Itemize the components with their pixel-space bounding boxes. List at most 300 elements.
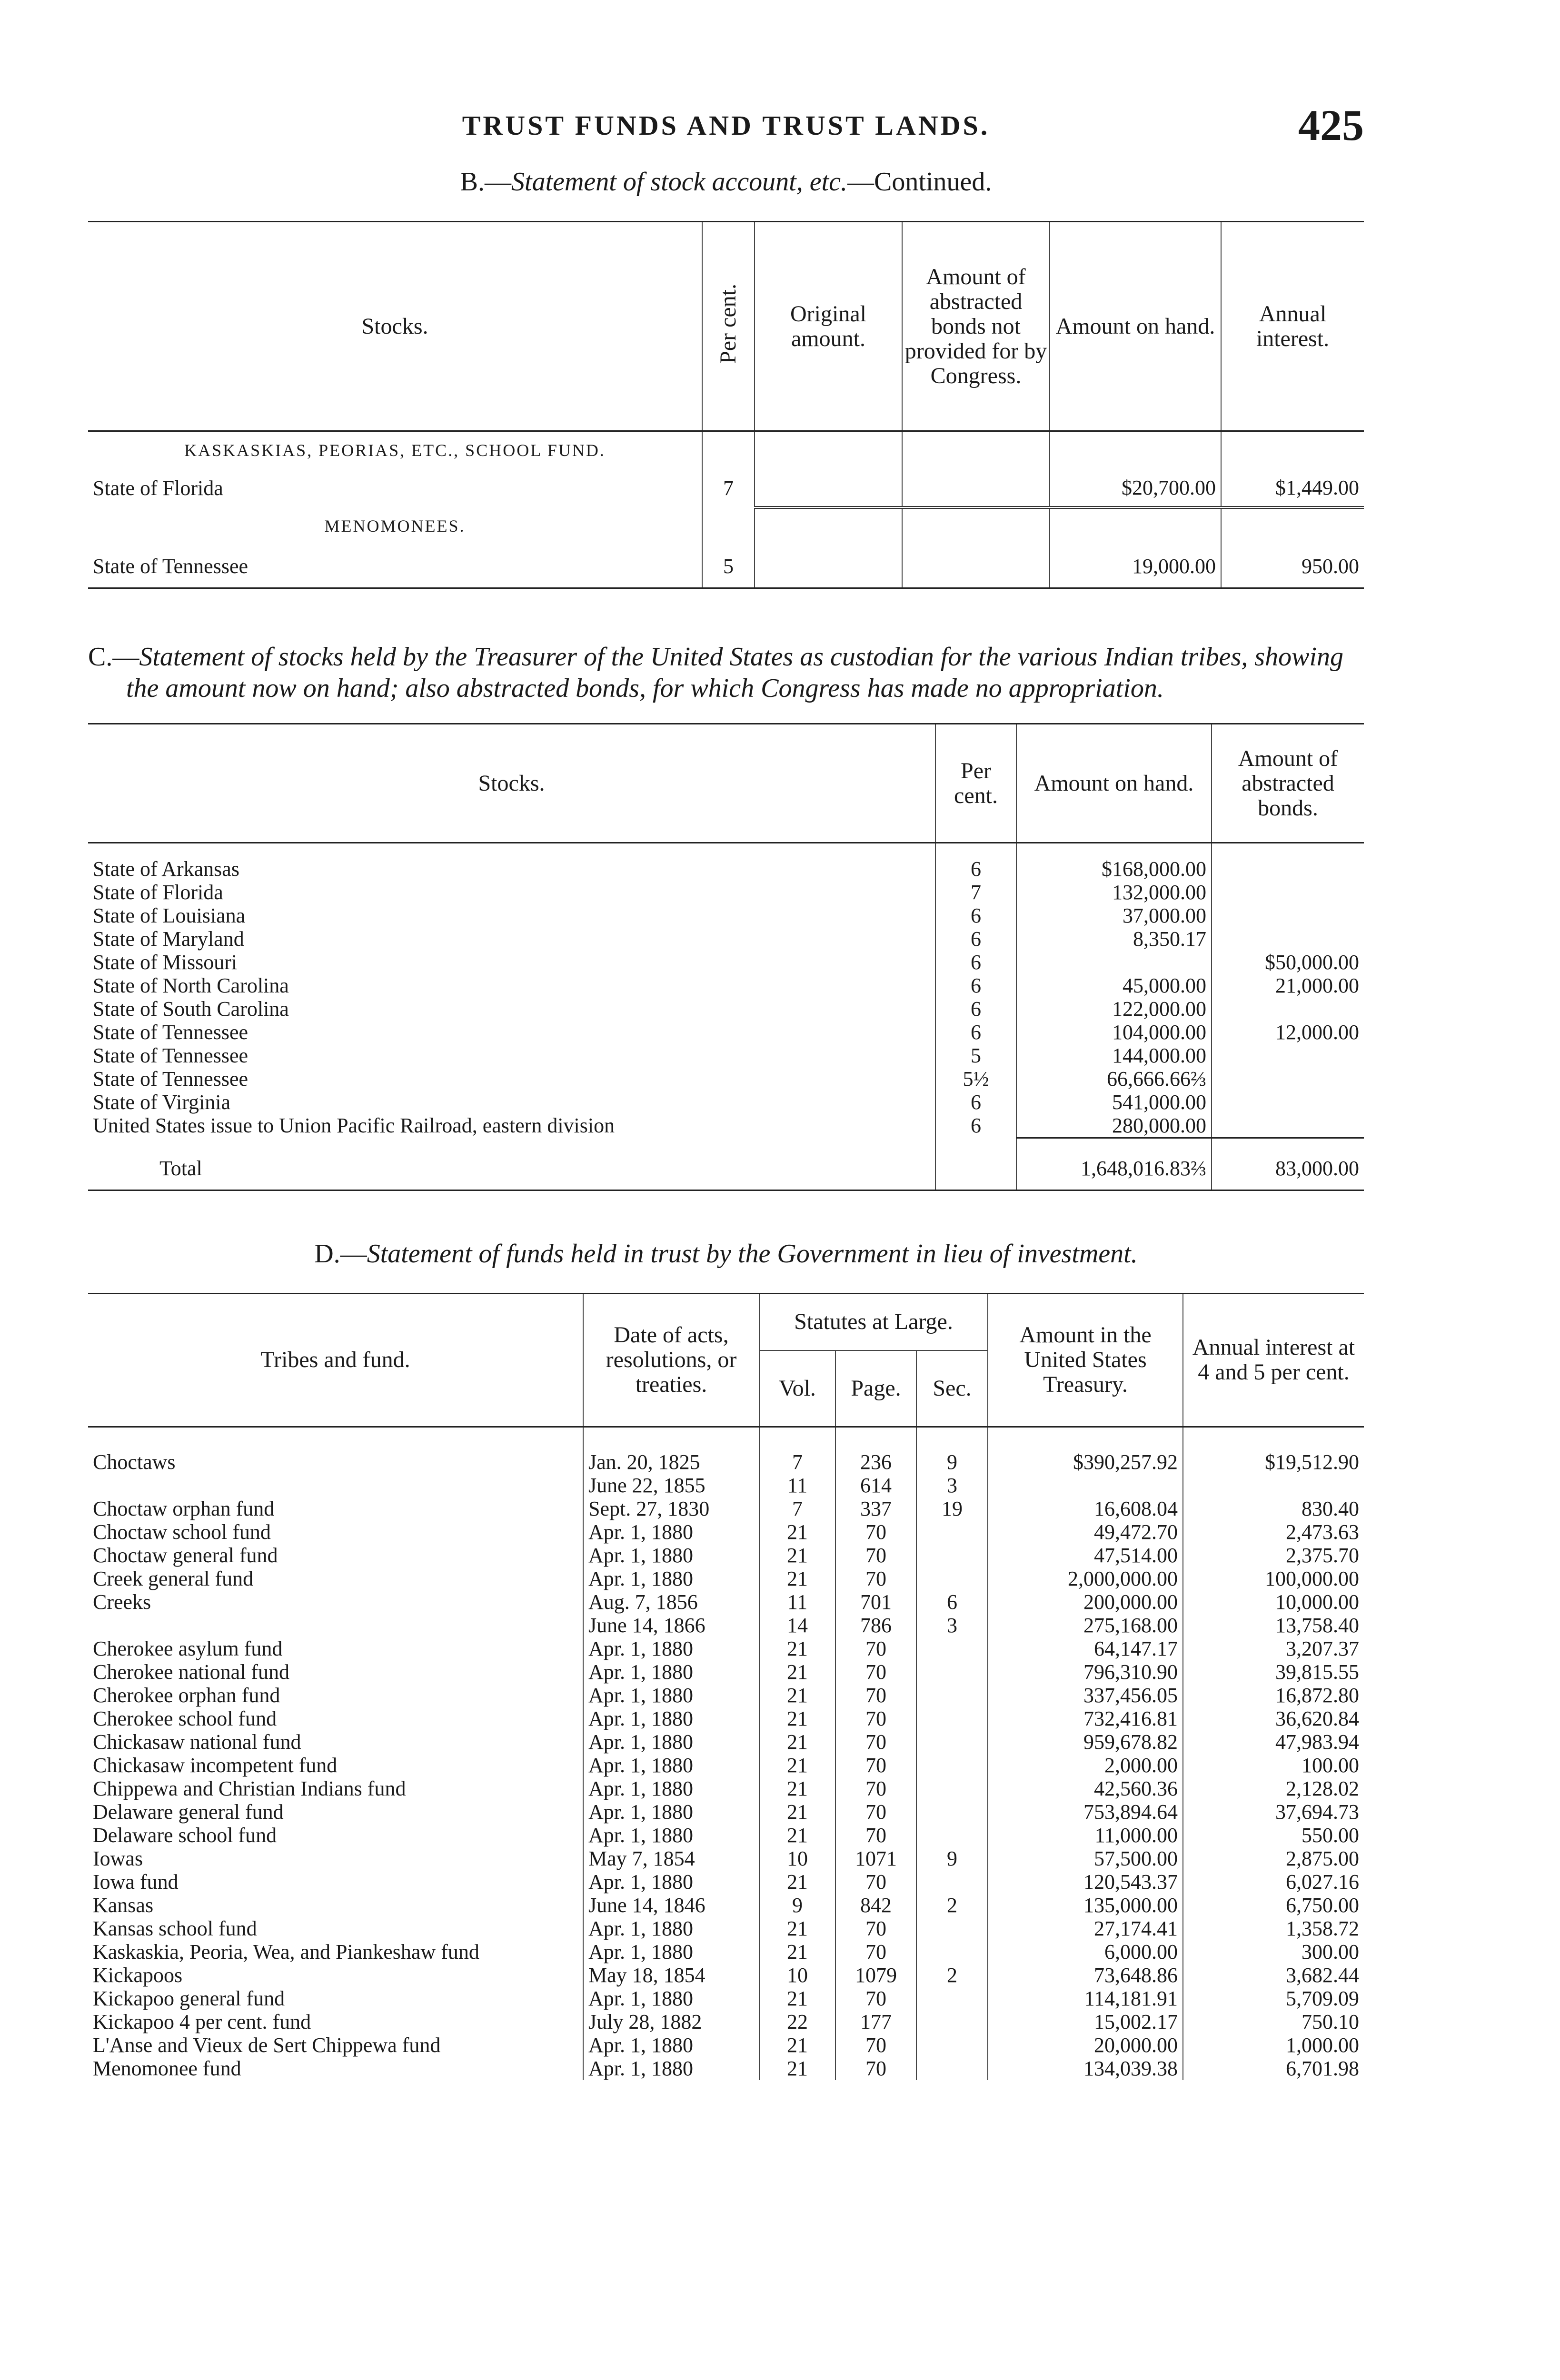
col-on-hand: Amount on hand. [1016,724,1212,843]
interest-cell: 3,207.37 [1183,1637,1364,1660]
interest-cell: 2,473.63 [1183,1520,1364,1544]
amount-cell: 120,543.37 [988,1870,1183,1894]
per-cent-cell: 6 [935,904,1016,927]
table-row [88,881,1364,904]
date-cell: Apr. 1, 1880 [583,1917,759,1940]
per-cent-cell: 6 [935,951,1016,974]
on-hand-cell: 144,000.00 [1016,1044,1212,1067]
on-hand-cell: 122,000.00 [1016,997,1212,1021]
interest-cell: 47,983.94 [1183,1730,1364,1754]
page-cell: 70 [835,1917,916,1940]
sec-cell: 19 [916,1497,988,1520]
on-hand-cell: $20,700.00 [1050,469,1221,507]
original-cell [755,469,902,507]
fund-cell: Choctaw orphan fund [93,1497,275,1520]
col-statutes: Statutes at Large. [759,1293,988,1350]
date-cell: Apr. 1, 1880 [583,1940,759,1964]
interest-cell: $19,512.90 [1183,1450,1364,1474]
vol-cell: 21 [759,1730,835,1754]
sec-cell: 3 [916,1614,988,1637]
vol-cell: 11 [759,1590,835,1614]
abstracted-cell [902,545,1050,588]
col-per-cent-label: Per cent. [715,284,741,364]
sec-cell: 3 [916,1474,988,1497]
stock-cell: State of Maryland [93,927,244,951]
section-c-prefix: C.— [88,642,139,672]
date-cell: June 14, 1866 [583,1614,759,1637]
interest-cell: 100.00 [1183,1754,1364,1777]
page-cell: 70 [835,1824,916,1847]
on-hand-cell [1016,951,1212,974]
table-row [88,1590,1364,1614]
amount-cell: 796,310.90 [988,1660,1183,1684]
date-cell: Apr. 1, 1880 [583,1660,759,1684]
date-cell: Jan. 20, 1825 [583,1450,759,1474]
fund-cell [88,1614,583,1637]
page-cell: 70 [835,1987,916,2010]
abstracted-cell: 12,000.00 [1212,1021,1364,1044]
section-c-body [88,857,1364,1191]
section-b-table [88,221,1364,589]
interest-cell: 3,682.44 [1183,1964,1364,1987]
interest-cell: 2,875.00 [1183,1847,1364,1870]
stock-cell: State of Virginia [93,1090,231,1114]
page-title: TRUST FUNDS AND TRUST LANDS. [462,110,990,141]
table-row [88,1987,1364,2010]
col-vol: Vol. [759,1350,835,1427]
fund-cell: Iowas [93,1847,143,1870]
stock-cell: United States issue to Union Pacific Railroad, eastern division [93,1114,615,1138]
table-row [88,1917,1364,1940]
section-b-prefix: B.— [460,167,512,197]
vol-cell: 21 [759,1637,835,1660]
group-label: KASKASKIAS, PEORIAS, ETC., SCHOOL FUND. [184,440,606,460]
fund-cell: Delaware general fund [93,1800,284,1824]
table-row [88,1777,1364,1800]
interest-cell: 2,375.70 [1183,1544,1364,1567]
per-cent-cell: 6 [935,927,1016,951]
table-row [88,1707,1364,1730]
sec-cell [916,1730,988,1754]
page-cell: 70 [835,2057,916,2080]
date-cell: Apr. 1, 1880 [583,1707,759,1730]
interest-cell: 1,000.00 [1183,2033,1364,2057]
table-row [88,951,1364,974]
amount-cell: 16,608.04 [988,1497,1183,1520]
amount-cell: 15,002.17 [988,2010,1183,2033]
table-row [88,1091,1364,1114]
on-hand-cell: 104,000.00 [1016,1021,1212,1044]
per-cent-cell: 5 [702,545,755,588]
col-stocks: Stocks. [478,770,545,796]
vol-cell: 21 [759,1800,835,1824]
page-cell: 236 [835,1450,916,1474]
page-cell: 70 [835,1660,916,1684]
sec-cell [916,1870,988,1894]
date-cell: Apr. 1, 1880 [583,1730,759,1754]
per-cent-cell: 6 [935,857,1016,881]
fund-cell: Kickapoo 4 per cent. fund [93,2010,311,2033]
group-label: MENOMONEES. [324,516,466,536]
col-per-cent: Per cent. [935,724,1016,843]
col-per-cent [702,222,755,431]
fund-cell: Cherokee school fund [93,1707,277,1730]
page-cell: 70 [835,1730,916,1754]
table-row [88,1754,1364,1777]
section-b-suffix: —Continued. [847,167,992,197]
stock-cell: State of Missouri [93,950,238,974]
on-hand-cell: 66,666.66⅔ [1016,1067,1212,1091]
table-row [88,1964,1364,1987]
amount-cell: 959,678.82 [988,1730,1183,1754]
sec-cell [916,1800,988,1824]
table-row [88,1474,1364,1497]
vol-cell: 9 [759,1894,835,1917]
total-label: Total [159,1156,202,1180]
sec-cell [916,1684,988,1707]
per-cent-cell: 7 [935,881,1016,904]
amount-cell: 73,648.86 [988,1964,1183,1987]
interest-cell: 6,750.00 [1183,1894,1364,1917]
amount-cell: 49,472.70 [988,1520,1183,1544]
fund-cell: Kaskaskia, Peoria, Wea, and Piankeshaw fund [93,1940,479,1964]
table-row [88,1520,1364,1544]
section-c-italic: Statement of stocks held by the Treasurer of the United States as custodian for the various Indian tribes, showing the amount now on hand; also abstracted bonds, for which Congress has made no appropriation. [126,642,1344,703]
page-cell: 70 [835,1520,916,1544]
abstracted-cell [1212,881,1364,904]
date-cell: Apr. 1, 1880 [583,1800,759,1824]
interest-cell [1183,1474,1364,1497]
page-cell: 70 [835,1637,916,1660]
amount-cell: 57,500.00 [988,1847,1183,1870]
on-hand-cell: $168,000.00 [1016,857,1212,881]
col-sec: Sec. [916,1350,988,1427]
vol-cell: 21 [759,1660,835,1684]
date-cell: Apr. 1, 1880 [583,2033,759,2057]
col-page: Page. [835,1350,916,1427]
fund-cell: Kickapoos [93,1964,183,1987]
vol-cell: 22 [759,2010,835,2033]
stock-cell: State of South Carolina [93,997,289,1021]
sec-cell [916,1660,988,1684]
date-cell: Apr. 1, 1880 [583,2057,759,2080]
vol-cell: 21 [759,1754,835,1777]
table-row [88,904,1364,927]
interest-cell: 300.00 [1183,1940,1364,1964]
fund-cell: Chippewa and Christian Indians fund [93,1777,406,1800]
fund-cell: Kansas [93,1894,154,1917]
total-abstracted: 83,000.00 [1212,1147,1364,1190]
document-page [88,95,1364,2080]
amount-cell: 11,000.00 [988,1824,1183,1847]
date-cell: June 22, 1855 [583,1474,759,1497]
interest-cell: 550.00 [1183,1824,1364,1847]
amount-cell: $390,257.92 [988,1450,1183,1474]
interest-cell: 6,027.16 [1183,1870,1364,1894]
page-cell: 701 [835,1590,916,1614]
section-d-table [88,1293,1364,2081]
table-row [88,1044,1364,1067]
table-row [88,1730,1364,1754]
vol-cell: 21 [759,1940,835,1964]
abstracted-cell [902,469,1050,507]
abstracted-cell: $50,000.00 [1212,951,1364,974]
page-cell: 70 [835,1544,916,1567]
sec-cell: 6 [916,1590,988,1614]
per-cent-cell: 6 [935,1091,1016,1114]
fund-cell: Choctaws [93,1450,176,1474]
per-cent-cell: 5½ [935,1067,1016,1091]
sec-cell [916,1707,988,1730]
vol-cell: 10 [759,1964,835,1987]
fund-cell: Cherokee orphan fund [93,1684,280,1707]
fund-cell: Delaware school fund [93,1824,277,1847]
interest-cell: 37,694.73 [1183,1800,1364,1824]
section-c-table [88,723,1364,857]
per-cent-cell: 6 [935,997,1016,1021]
per-cent-cell: 5 [935,1044,1016,1067]
abstracted-cell [1212,1044,1364,1067]
stock-cell: State of Tennessee [93,1067,248,1091]
amount-cell: 753,894.64 [988,1800,1183,1824]
stock-cell: State of Louisiana [93,903,246,927]
table-row [88,1544,1364,1567]
sec-cell [916,1824,988,1847]
vol-cell: 21 [759,1707,835,1730]
sec-cell: 9 [916,1847,988,1870]
sec-cell [916,1987,988,2010]
date-cell: Apr. 1, 1880 [583,1987,759,2010]
table-row [88,1114,1364,1138]
fund-cell: Iowa fund [93,1870,179,1894]
sec-cell: 9 [916,1450,988,1474]
date-cell: Apr. 1, 1880 [583,1824,759,1847]
page-cell: 177 [835,2010,916,2033]
vol-cell: 21 [759,2033,835,2057]
sec-cell [916,1567,988,1590]
sec-cell: 2 [916,1894,988,1917]
amount-cell: 337,456.05 [988,1684,1183,1707]
table-row [88,1824,1364,1847]
amount-cell [988,1474,1183,1497]
table-row [88,1870,1364,1894]
abstracted-cell [1212,904,1364,927]
vol-cell: 14 [759,1614,835,1637]
table-row: State of Florida [93,476,223,500]
abstracted-cell [1212,1091,1364,1114]
per-cent-cell: 6 [935,1114,1016,1138]
page-cell: 70 [835,1940,916,1964]
on-hand-cell: 541,000.00 [1016,1091,1212,1114]
sec-cell [916,2057,988,2080]
amount-cell: 64,147.17 [988,1637,1183,1660]
fund-cell: Cherokee national fund [93,1660,289,1684]
fund-cell: Creeks [93,1590,151,1614]
table-row [88,1021,1364,1044]
interest-cell: 36,620.84 [1183,1707,1364,1730]
table-row [88,974,1364,997]
interest-cell: 5,709.09 [1183,1987,1364,2010]
col-stocks: Stocks. [361,313,428,339]
interest-cell: 950.00 [1221,545,1364,588]
total-on-hand: 1,648,016.83⅔ [1016,1147,1212,1190]
table-row [88,1894,1364,1917]
vol-cell: 7 [759,1450,835,1474]
page-cell: 614 [835,1474,916,1497]
table-row [88,857,1364,881]
vol-cell: 21 [759,1824,835,1847]
date-cell: Apr. 1, 1880 [583,1637,759,1660]
page-cell: 70 [835,1567,916,1590]
stock-cell: State of Florida [93,880,223,904]
vol-cell: 21 [759,1544,835,1567]
col-tribes: Tribes and fund. [260,1347,410,1372]
on-hand-cell: 45,000.00 [1016,974,1212,997]
table-row [88,1497,1364,1520]
interest-cell: $1,449.00 [1221,469,1364,507]
col-abstracted: Amount of abstracted bonds. [1212,724,1364,843]
date-cell: Apr. 1, 1880 [583,1544,759,1567]
per-cent-cell: 6 [935,974,1016,997]
table-row [88,927,1364,951]
page-cell: 1071 [835,1847,916,1870]
fund-cell: Chickasaw incompetent fund [93,1754,338,1777]
sec-cell [916,2033,988,2057]
abstracted-cell [1212,1114,1364,1138]
interest-cell: 1,358.72 [1183,1917,1364,1940]
col-amount: Amount in the United States Treasury. [988,1293,1183,1427]
col-abstracted: Amount of abstracted bonds not provided for by Congress. [902,222,1050,431]
table-row [88,1637,1364,1660]
on-hand-cell: 280,000.00 [1016,1114,1212,1138]
date-cell: Apr. 1, 1880 [583,1520,759,1544]
date-cell: July 28, 1882 [583,2010,759,2033]
vol-cell: 21 [759,1870,835,1894]
vol-cell: 21 [759,1917,835,1940]
table-row [88,1800,1364,1824]
interest-cell: 830.40 [1183,1497,1364,1520]
original-cell [755,545,902,588]
table-row [88,997,1364,1021]
on-hand-cell: 37,000.00 [1016,904,1212,927]
per-cent-cell: 7 [702,469,755,507]
page-cell: 786 [835,1614,916,1637]
fund-cell: Menomonee fund [93,2057,241,2080]
abstracted-cell [1212,857,1364,881]
amount-cell: 20,000.00 [988,2033,1183,2057]
interest-cell: 100,000.00 [1183,1567,1364,1590]
amount-cell: 200,000.00 [988,1590,1183,1614]
page-number: 425 [1298,101,1364,149]
date-cell: Apr. 1, 1880 [583,1567,759,1590]
amount-cell: 135,000.00 [988,1894,1183,1917]
date-cell: Apr. 1, 1880 [583,1684,759,1707]
sec-cell [916,2010,988,2033]
interest-cell: 39,815.55 [1183,1660,1364,1684]
date-cell: Apr. 1, 1880 [583,1777,759,1800]
on-hand-cell: 19,000.00 [1050,545,1221,588]
interest-cell: 2,128.02 [1183,1777,1364,1800]
date-cell: Sept. 27, 1830 [583,1497,759,1520]
table-row [88,1614,1364,1637]
page-cell: 70 [835,1870,916,1894]
fund-cell: Choctaw school fund [93,1520,271,1544]
fund-cell: Kansas school fund [93,1917,257,1940]
page-cell: 337 [835,1497,916,1520]
sec-cell [916,1754,988,1777]
date-cell: Apr. 1, 1880 [583,1870,759,1894]
page-cell: 70 [835,1707,916,1730]
interest-cell: 13,758.40 [1183,1614,1364,1637]
on-hand-cell: 8,350.17 [1016,927,1212,951]
vol-cell: 7 [759,1497,835,1520]
stock-cell: State of Tennessee [93,1020,248,1044]
date-cell: May 7, 1854 [583,1847,759,1870]
page-cell: 70 [835,2033,916,2057]
fund-cell: Creek general fund [93,1567,254,1590]
amount-cell: 42,560.36 [988,1777,1183,1800]
table-row [88,1847,1364,1870]
table-row [88,1940,1364,1964]
section-d-caption [88,1239,1364,1269]
sec-cell [916,1777,988,1800]
amount-cell: 2,000.00 [988,1754,1183,1777]
vol-cell: 21 [759,1520,835,1544]
fund-cell: Cherokee asylum fund [93,1637,283,1660]
col-interest: Annual interest at 4 and 5 per cent. [1183,1293,1364,1427]
section-b-caption [88,167,1364,197]
section-c-caption [88,641,1364,704]
table-row [88,1660,1364,1684]
on-hand-cell: 132,000.00 [1016,881,1212,904]
table-row [88,2057,1364,2080]
vol-cell: 10 [759,1847,835,1870]
vol-cell: 21 [759,1777,835,1800]
abstracted-cell: 21,000.00 [1212,974,1364,997]
sec-cell [916,1520,988,1544]
abstracted-cell [1212,997,1364,1021]
fund-cell: Chickasaw national fund [93,1730,301,1754]
amount-cell: 47,514.00 [988,1544,1183,1567]
stock-cell: State of Tennessee [93,1043,248,1067]
vol-cell: 21 [759,1567,835,1590]
vol-cell: 11 [759,1474,835,1497]
abstracted-cell [1212,927,1364,951]
date-cell: Apr. 1, 1880 [583,1754,759,1777]
amount-cell: 275,168.00 [988,1614,1183,1637]
table-row [88,1450,1364,1474]
stock-cell: State of Arkansas [93,857,239,881]
page-cell: 70 [835,1754,916,1777]
sec-cell [916,1917,988,1940]
interest-cell: 10,000.00 [1183,1590,1364,1614]
amount-cell: 6,000.00 [988,1940,1183,1964]
sec-cell: 2 [916,1964,988,1987]
date-cell: Aug. 7, 1856 [583,1590,759,1614]
col-interest: Annual interest. [1221,222,1364,431]
section-d-prefix: D.— [314,1239,367,1269]
fund-cell [88,1474,583,1497]
interest-cell: 750.10 [1183,2010,1364,2033]
table-row [88,1684,1364,1707]
amount-cell: 114,181.91 [988,1987,1183,2010]
fund-cell: L'Anse and Vieux de Sert Chippewa fund [93,2033,441,2057]
date-cell: May 18, 1854 [583,1964,759,1987]
vol-cell: 21 [759,1987,835,2010]
col-date: Date of acts, resolutions, or treaties. [583,1293,759,1427]
fund-cell: Kickapoo general fund [93,1987,285,2010]
col-on-hand: Amount on hand. [1050,222,1221,431]
